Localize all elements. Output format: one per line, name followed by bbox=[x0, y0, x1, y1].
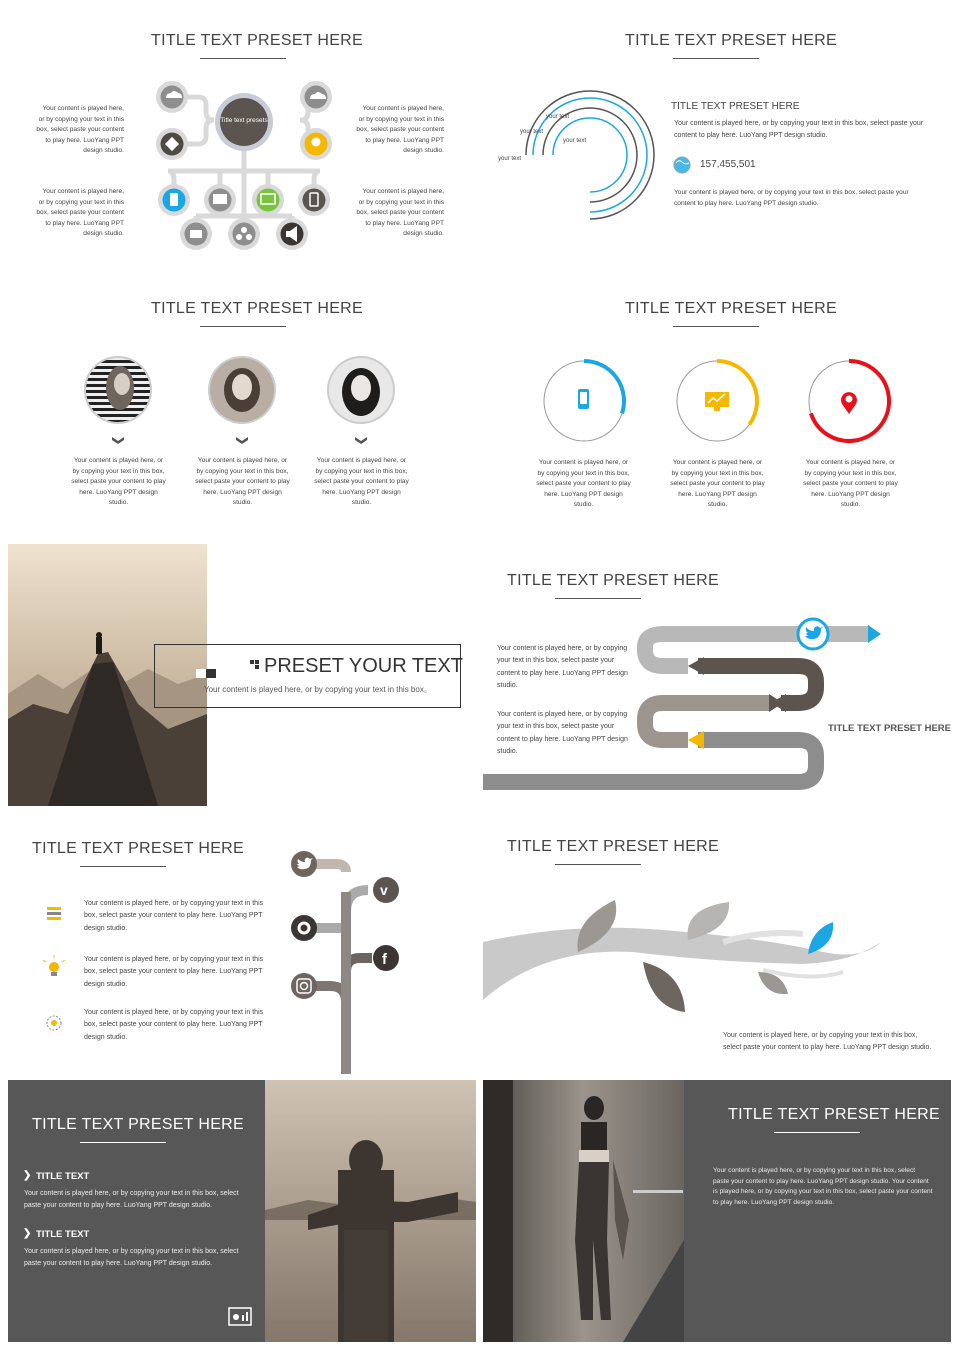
chevron-right-icon: ❯ bbox=[23, 1170, 32, 1181]
tree-item-1: Your content is played here, or by copying your text in this box, select paste your content to play here. LuoYang PPT design studio. bbox=[84, 900, 264, 932]
road-text-1: Your content is played here, or by copying your text in this box, select paste your content to play here. LuoYang PPT design studio. bbox=[497, 645, 628, 689]
users-icon bbox=[228, 218, 260, 250]
portrait-2 bbox=[208, 356, 276, 424]
tree-item-2: Your content is played here, or by copying your text in this box, select paste your content to play here. LuoYang PPT design studio. bbox=[84, 956, 264, 988]
road-text-2: Your content is played here, or by copying your text in this box, select paste your content to play here. LuoYang PPT design studio. bbox=[497, 711, 628, 755]
slide-arcs bbox=[483, 8, 951, 270]
location-pin-icon bbox=[300, 128, 332, 160]
portrait-text-3: Your content is played here, or by copying your text in this box, select paste your content to play here. LuoYang PPT design studio. bbox=[314, 457, 409, 507]
ring-text-1: Your content is played here, or by copying your text in this box, select paste your content to play here. LuoYang PPT design studio. bbox=[536, 459, 631, 509]
text-bottom-left: Your content is played here, or by copying your text in this box, select paste your content to play here. LuoYang PPT design studio. bbox=[36, 188, 124, 238]
vimeo-icon bbox=[373, 877, 399, 903]
slide-road-path bbox=[483, 544, 951, 806]
stack-icon bbox=[47, 907, 61, 920]
instagram-icon bbox=[291, 973, 317, 999]
portrait-3 bbox=[327, 356, 395, 424]
cloud-upload-icon bbox=[300, 81, 332, 113]
arc-label-4: your text bbox=[498, 156, 522, 162]
heading: PRESET YOUR TEXT bbox=[264, 655, 463, 677]
slide-title: TITLE TEXT PRESET HERE bbox=[151, 32, 363, 49]
slide-title: TITLE TEXT PRESET HERE bbox=[151, 300, 363, 317]
cloud-download-icon bbox=[156, 81, 188, 113]
mail-icon bbox=[180, 218, 212, 250]
slide-title: TITLE TEXT PRESET HERE bbox=[32, 840, 244, 857]
slide-title: TITLE TEXT PRESET HERE bbox=[625, 32, 837, 49]
portrait-text-2: Your content is played here, or by copying your text in this box, select paste your content to play here. LuoYang PPT design studio. bbox=[195, 457, 290, 507]
svg-text:f: f bbox=[382, 951, 387, 968]
branch-body: Your content is played here, or by copying your text in this box, select paste your content to play here. LuoYang PPT design studio. bbox=[723, 1032, 932, 1052]
subheading-1: TITLE TEXT bbox=[36, 1171, 90, 1182]
facebook-icon bbox=[373, 945, 399, 971]
arc-label-3: your text bbox=[563, 138, 587, 144]
arc-label-2: your text bbox=[520, 129, 544, 135]
leaf-3 bbox=[643, 962, 685, 1012]
settings-icon bbox=[291, 915, 317, 941]
subtitle: TITLE TEXT PRESET HERE bbox=[671, 101, 800, 112]
portrait-text-1: Your content is played here, or by copying your text in this box, select paste your content to play here. LuoYang PPT design studio. bbox=[71, 457, 166, 507]
heading-body: Your content is played here, or by copying your text in this box。 bbox=[204, 685, 432, 694]
slide-title: TITLE TEXT PRESET HERE bbox=[507, 838, 719, 855]
slide-dark-portrait bbox=[483, 1080, 951, 1342]
text-top-left: Your content is played here, or by copying your text in this box, select paste your content to play here. LuoYang PPT design studio. bbox=[36, 105, 124, 155]
slide-portraits bbox=[8, 276, 476, 538]
footer-text: Your content is played here, or by copying your text in this box, select paste your content to play here. LuoYang PPT design studio. bbox=[674, 189, 909, 207]
slide-title: TITLE TEXT PRESET HERE bbox=[728, 1106, 940, 1123]
hub-center-label: Title text presets bbox=[220, 117, 268, 124]
subtext-2: Your content is played here, or by copying your text in this box, select paste your content to play here. LuoYang PPT design studio. bbox=[24, 1248, 239, 1268]
ring-text-2: Your content is played here, or by copying your text in this box, select paste your content to play here. LuoYang PPT design studio. bbox=[670, 459, 765, 509]
ring-text-3: Your content is played here, or by copying your text in this box, select paste your content to play here. LuoYang PPT design studio. bbox=[803, 459, 898, 509]
tree-item-3: Your content is played here, or by copying your text in this box, select paste your content to play here. LuoYang PPT design studio. bbox=[84, 1009, 264, 1041]
slide-progress-rings bbox=[483, 276, 951, 538]
globe-icon bbox=[483, 8, 951, 270]
mobile-phone-icon bbox=[158, 184, 190, 216]
twitter-icon bbox=[291, 851, 317, 877]
computer-icon bbox=[204, 184, 236, 216]
location-pin-icon bbox=[841, 392, 857, 414]
chart-monitor-icon bbox=[705, 392, 729, 411]
slide-social-tree bbox=[8, 812, 476, 1074]
leaf-5 bbox=[808, 922, 833, 954]
chevron-down-icon bbox=[112, 437, 367, 444]
portrait-1 bbox=[84, 356, 152, 424]
slide-title: TITLE TEXT PRESET HERE bbox=[507, 572, 719, 589]
satellite-icon bbox=[156, 128, 188, 160]
panel-body: Your content is played here, or by copying your text in this box, select paste your content to play here. LuoYang PPT design studio. Your content is played here, or by copying your text in this box, select paste your content to play here. LuoYang PPT design studio. bbox=[713, 1167, 933, 1206]
slide-title: TITLE TEXT PRESET HERE bbox=[32, 1116, 244, 1133]
smartphone-icon bbox=[298, 184, 330, 216]
stat-number: 157,455,501 bbox=[700, 159, 756, 170]
grid-icon bbox=[250, 660, 260, 670]
mobile-phone-icon bbox=[578, 389, 589, 409]
slide-branch-leaves bbox=[483, 812, 951, 1074]
arc-label-1: your text bbox=[546, 114, 570, 120]
chevron-right-icon: ❯ bbox=[23, 1228, 32, 1239]
subtext-1: Your content is played here, or by copying your text in this box, select paste your content to play here. LuoYang PPT design studio. bbox=[24, 1190, 239, 1210]
subtitle-body: Your content is played here, or by copying your text in this box, select paste your content to play here. LuoYang PPT design studio. bbox=[674, 120, 924, 139]
slide-hub-diagram bbox=[8, 8, 476, 270]
city-person-photo bbox=[8, 1080, 476, 1342]
side-label: TITLE TEXT PRESET HERE bbox=[828, 723, 951, 734]
text-top-right: Your content is played here, or by copying your text in this box, select paste your content to play here. LuoYang PPT design studio. bbox=[356, 105, 444, 155]
twitter-icon bbox=[798, 619, 828, 649]
slide-dark-city bbox=[8, 1080, 476, 1342]
subheading-2: TITLE TEXT bbox=[36, 1229, 90, 1240]
slide-mountain bbox=[8, 544, 476, 806]
chart-monitor-icon bbox=[252, 184, 284, 216]
target-icon bbox=[47, 1016, 61, 1030]
title-underline bbox=[774, 1132, 860, 1133]
svg-text:v: v bbox=[380, 882, 388, 898]
text-bottom-right: Your content is played here, or by copying your text in this box, select paste your content to play here. LuoYang PPT design studio. bbox=[356, 188, 444, 238]
lightbulb-icon bbox=[43, 955, 65, 976]
decorative-squares bbox=[196, 666, 218, 678]
megaphone-icon bbox=[276, 218, 308, 250]
slide-title: TITLE TEXT PRESET HERE bbox=[625, 300, 837, 317]
